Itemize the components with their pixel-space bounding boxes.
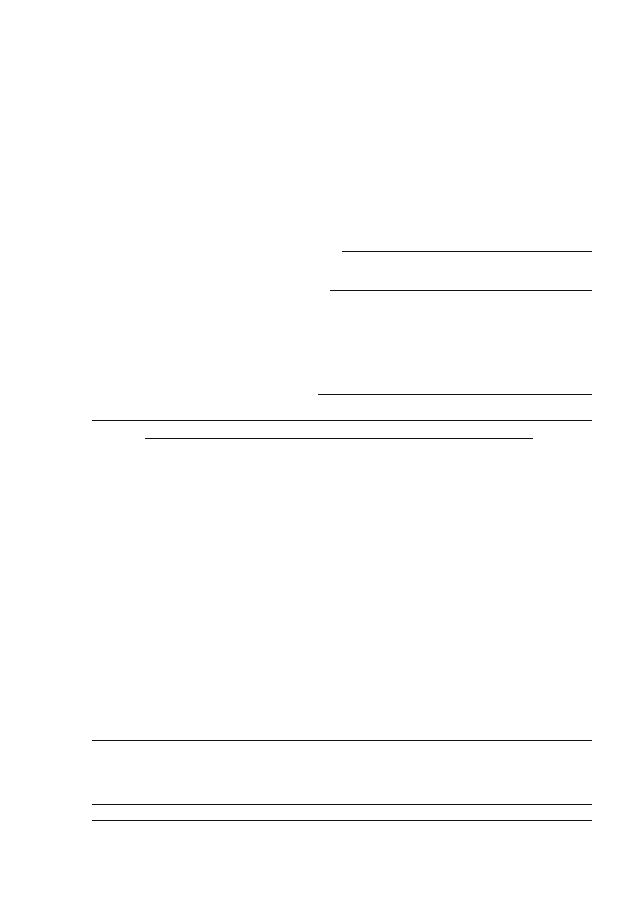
from-name-line	[342, 251, 592, 252]
bank-line-3	[92, 820, 592, 821]
position-line	[330, 290, 592, 291]
org-name-line	[318, 394, 592, 395]
registration-line-2	[92, 740, 592, 741]
bank-line-2	[92, 804, 592, 805]
org-name-line-2	[92, 420, 592, 421]
sum-line	[145, 438, 533, 439]
